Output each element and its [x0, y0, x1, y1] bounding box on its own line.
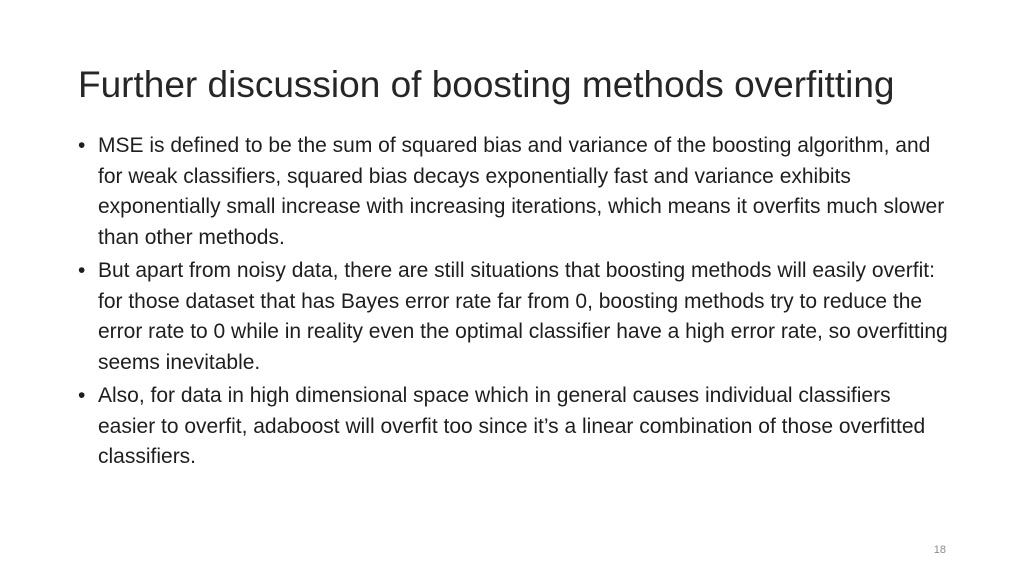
bullet-text: MSE is defined to be the sum of squared bias and variance of the boosting algorithm, and for weak classifiers, squared bias decays exponentially fast and variance exhibits exponentially small increase with increasing iterations, which means it overfits much slower than other methods.: [98, 134, 945, 249]
slide-title: Further discussion of boosting methods overfitting: [78, 64, 895, 105]
bullet-item: [78, 381, 950, 473]
bullet-item: [78, 256, 950, 378]
bullet-text: Also, for data in high dimensional space which in general causes individual classifiers easier to overfit, adaboost will overfit too since it’s a linear combination of those overfitted classifiers.: [98, 384, 926, 468]
bullet-icon: •: [78, 384, 86, 407]
slide-number: 18: [933, 544, 946, 556]
bullet-item: [78, 131, 950, 253]
bullet-icon: •: [78, 134, 86, 157]
bullet-list: [78, 131, 950, 476]
bullet-text: But apart from noisy data, there are still situations that boosting methods will easily overfit: for those dataset that has Bayes error rate far from 0, boosting methods try to reduce the error rate to 0 while in reality even the optimal classifier have a high error rate, so overfitting seems inevitable.: [98, 259, 948, 374]
bullet-icon: •: [78, 259, 86, 282]
